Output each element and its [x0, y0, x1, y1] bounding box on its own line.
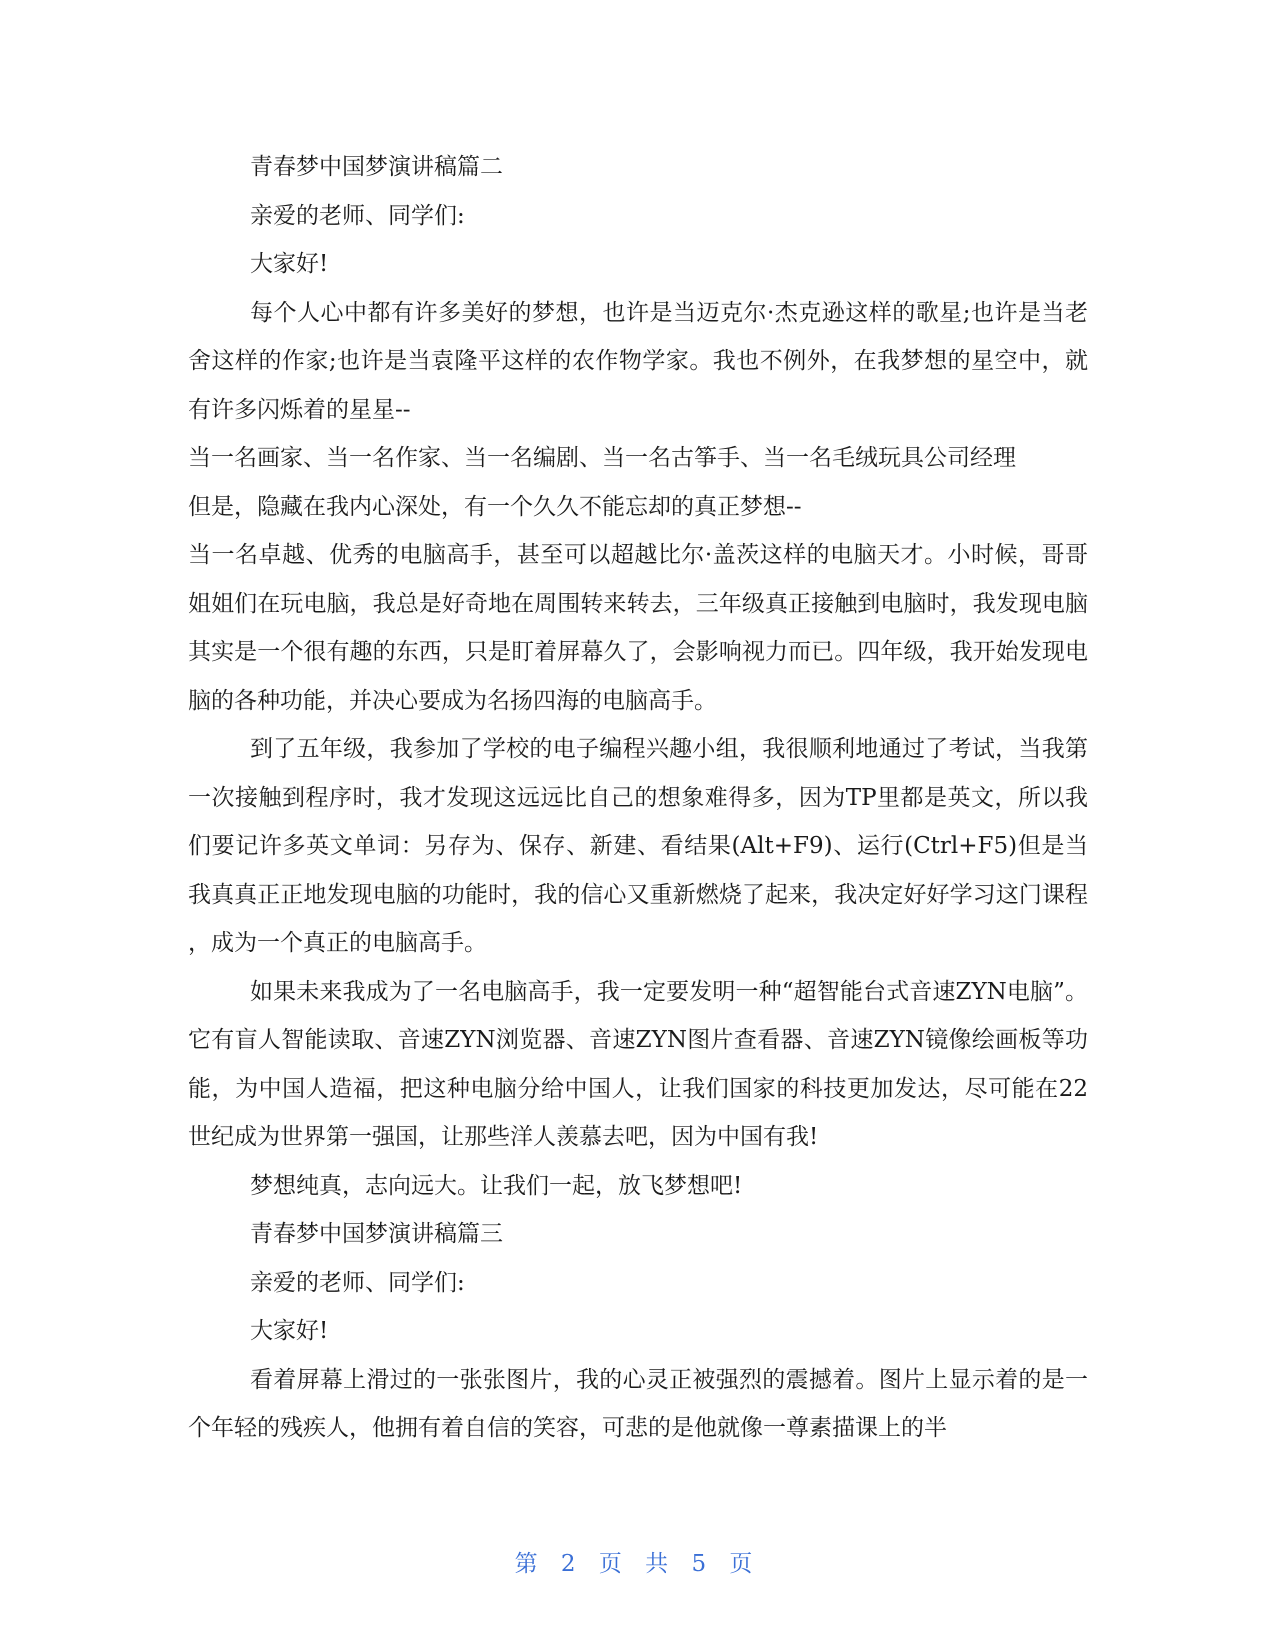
paragraph: 每个人心中都有许多美好的梦想，也许是当迈克尔·杰克逊这样的歌星;也许是当老舍这样的作家;也许是当袁隆平这样的农作物学家。我也不例外，在我梦想的星空中，就有许多闪烁着的星星-- — [188, 299, 1088, 423]
document-body — [188, 143, 1088, 1453]
heading-part-three: 青春梦中国梦演讲稿篇三 — [250, 1221, 503, 1247]
salutation: 亲爱的老师、同学们: — [250, 202, 465, 229]
paragraph: 看着屏幕上滑过的一张张图片，我的心灵正被强烈的震撼着。图片上显示着的是一个年轻的残疾人，他拥有着自信的笑容，可悲的是他就像一尊素描课上的半 — [188, 1366, 1088, 1441]
paragraph: 但是，隐藏在我内心深处，有一个久久不能忘却的真正梦想-- — [188, 493, 802, 520]
paragraph: 到了五年级，我参加了学校的电子编程兴趣小组，我很顺利地通过了考试，当我第一次接触到程序时，我才发现这远远比自己的想象难得多，因为TP里都是英文，所以我们要记许多英文单词：另存为、保存、新建、看结果(Alt+F9)、运行(Ctrl+F5)但是当我真真正正地发现电脑的功能时，我的信心又重新燃烧了起来，我决定好好学习这门课程，成为一个真正的电脑高手。 — [188, 736, 1088, 956]
paragraph: 当一名画家、当一名作家、当一名编剧、当一名古筝手、当一名毛绒玩具公司经理 — [188, 445, 1016, 471]
salutation: 亲爱的老师、同学们: — [250, 1269, 465, 1296]
paragraph: 如果未来我成为了一名电脑高手，我一定要发明一种“超智能台式音速ZYN电脑”。它有盲人智能读取、音速ZYN浏览器、音速ZYN图片查看器、音速ZYN镜像绘画板等功能，为中国人造福，把这种电脑分给中国人，让我们国家的科技更加发达，尽可能在22世纪成为世界第一强国，让那些洋人羡慕去吧，因为中国有我! — [188, 978, 1088, 1150]
paragraph: 梦想纯真，志向远大。让我们一起，放飞梦想吧! — [250, 1172, 743, 1199]
heading-part-two: 青春梦中国梦演讲稿篇二 — [250, 154, 503, 180]
greeting: 大家好! — [250, 1318, 329, 1344]
greeting: 大家好! — [250, 251, 329, 277]
page-number-footer: 第 2 页 共 5 页 — [514, 1551, 761, 1577]
paragraph: 当一名卓越、优秀的电脑高手，甚至可以超越比尔·盖茨这样的电脑天才。小时候，哥哥姐姐们在玩电脑，我总是好奇地在周围转来转去，三年级真正接触到电脑时，我发现电脑其实是一个很有趣的东西，只是盯着屏幕久了，会影响视力而已。四年级，我开始发现电脑的各种功能，并决心要成为名扬四海的电脑高手。 — [188, 542, 1088, 714]
